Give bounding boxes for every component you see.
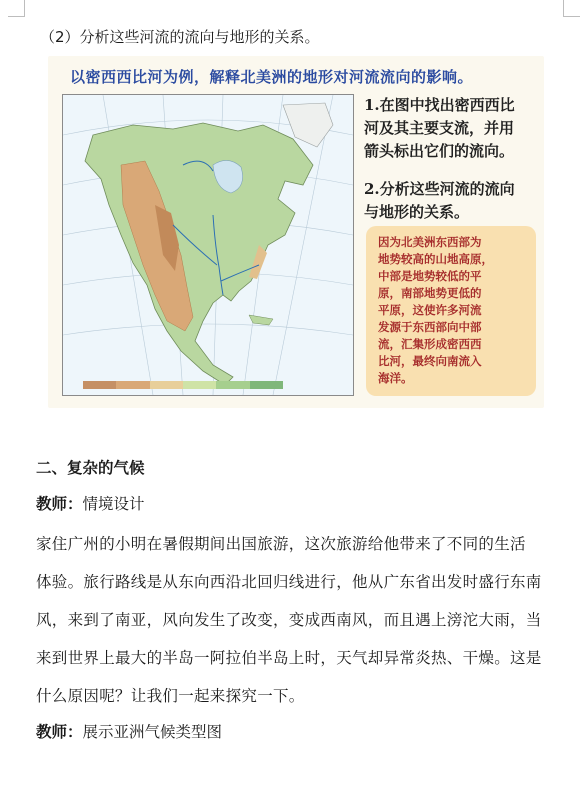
answer-line: 比河，最终向南流入 [378,354,482,368]
question-1 [364,94,515,163]
paragraph-line: 体验。旅行路线是从东向西沿北回归线进行，他从广东省出发时盛行东南 [36,573,542,591]
answer-line: 发源于东西部向中部 [378,320,482,334]
question-1-line: 1.在图中找出密西西比 [364,96,515,114]
answer-line: 地势较高的山地高原， [378,252,493,266]
answer-line: 平原，这使许多河流 [378,303,482,317]
answer-line: 因为北美洲东西部为 [378,235,482,249]
teacher-text: 展示亚洲气候类型图 [82,723,223,741]
question-1-line: 河及其主要支流，并用 [364,119,515,137]
paragraph-line: 家住广州的小明在暑假期间出国旅游，这次旅游给他带来了不同的生活 [36,535,526,553]
teacher-line-2 [36,720,222,742]
paragraph-line: 风，来到了南亚，风向发生了改变，变成西南风，而且遇上滂沱大雨，当 [36,611,542,629]
answer-line: 中部是地势较低的平 [378,269,482,283]
question-2 [364,178,515,224]
north-america-map [62,94,354,396]
answer-line: 海洋。 [378,371,413,385]
question-2-line: 2.分析这些河流的流向 [364,180,515,198]
paragraph-line: 来到世界上最大的半岛一阿拉伯半岛上时，天气却异常炎热、干燥。这是 [36,649,542,667]
map-drawing [63,95,353,395]
figure-title: 以密西西比河为例，解释北美洲的地形对河流流向的影响。 [70,68,474,86]
map-legend [83,381,283,389]
task-line: （2）分析这些河流的流向与地形的关系。 [40,28,320,46]
teacher-text: 情境设计 [82,495,145,513]
answer-line: 原，南部地势更低的 [378,286,482,300]
teacher-label: 教师： [36,723,83,741]
teacher-line-1 [36,492,145,514]
textbook-figure [48,56,544,408]
page-corner-mark-left [8,0,25,17]
teacher-label: 教师： [36,495,83,513]
section-heading: 二、复杂的气候 [36,459,145,477]
page-corner-mark-right [563,0,580,17]
answer-line: 流，汇集形成密西西 [378,337,482,351]
question-2-line: 与地形的关系。 [364,203,470,221]
question-1-line: 箭头标出它们的流向。 [364,142,515,160]
answer-box [366,226,536,396]
paragraph-line: 什么原因呢？让我们一起来探究一下。 [36,687,305,705]
